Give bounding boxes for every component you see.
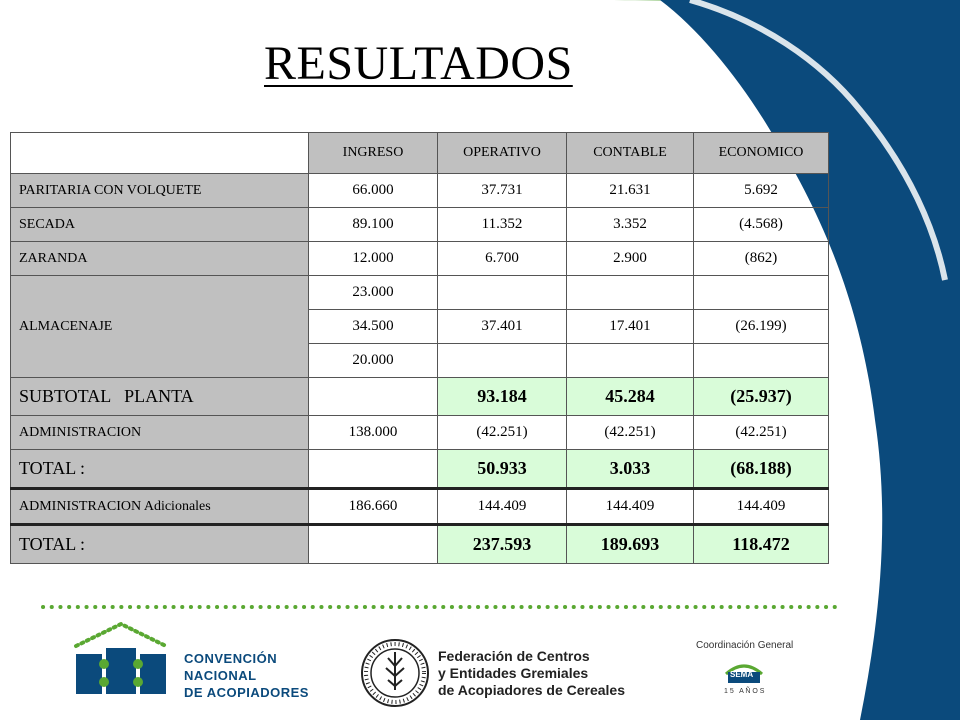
cell-operativo: 50.933	[438, 450, 567, 489]
cell-operativo: 37.731	[438, 174, 567, 208]
dotted-divider	[40, 604, 840, 610]
row-label: TOTAL :	[11, 450, 309, 489]
cell-empty	[438, 344, 567, 378]
cell-ingreso: 66.000	[309, 174, 438, 208]
header-operativo: OPERATIVO	[438, 133, 567, 174]
sema-brand-text: SEMA	[730, 670, 754, 679]
table-row-zaranda	[11, 242, 829, 276]
cell-operativo: 6.700	[438, 242, 567, 276]
page-title: RESULTADOS	[264, 37, 573, 90]
header-empty	[11, 133, 309, 174]
cell-economico: (25.937)	[694, 378, 829, 416]
row-label: ADMINISTRACION	[11, 416, 309, 450]
cell-operativo: 37.401	[438, 310, 567, 344]
cell-economico: (4.568)	[694, 208, 829, 242]
row-label: SECADA	[11, 208, 309, 242]
cell-ingreso: 12.000	[309, 242, 438, 276]
cell-empty	[309, 378, 438, 416]
federation-seal-icon	[360, 638, 430, 708]
cell-economico: (68.188)	[694, 450, 829, 489]
cell-empty	[309, 450, 438, 489]
logo2-line2: y Entidades Gremiales	[438, 665, 589, 681]
cell-contable: 21.631	[567, 174, 694, 208]
row-label: PARITARIA CON VOLQUETE	[11, 174, 309, 208]
cell-ingreso: 20.000	[309, 344, 438, 378]
cell-economico: 144.409	[694, 489, 829, 525]
logo1-line1: CONVENCIÓN	[184, 651, 278, 666]
cell-ingreso: 138.000	[309, 416, 438, 450]
coordination-caption: Coordinación General	[696, 640, 794, 651]
cell-empty	[567, 344, 694, 378]
cell-operativo: 93.184	[438, 378, 567, 416]
table-row-adm-adicionales	[11, 489, 829, 525]
cell-economico: (26.199)	[694, 310, 829, 344]
table-row-subtotal	[11, 378, 829, 416]
cell-economico: 118.472	[694, 525, 829, 564]
cell-ingreso: 34.500	[309, 310, 438, 344]
cell-contable: 189.693	[567, 525, 694, 564]
logo1-line3: DE ACOPIADORES	[184, 685, 309, 700]
cell-ingreso: 186.660	[309, 489, 438, 525]
cell-ingreso: 23.000	[309, 276, 438, 310]
logo-convencion	[66, 616, 316, 706]
cell-empty	[694, 276, 829, 310]
logo1-line2: NACIONAL	[184, 668, 257, 683]
header-economico: ECONOMICO	[694, 133, 829, 174]
table-row-administracion	[11, 416, 829, 450]
cell-contable: 3.033	[567, 450, 694, 489]
cell-contable: 3.352	[567, 208, 694, 242]
cell-contable: 17.401	[567, 310, 694, 344]
cell-operativo: 237.593	[438, 525, 567, 564]
logo-federacion	[360, 638, 640, 710]
logo2-line3: de Acopiadores de Cereales	[438, 682, 626, 698]
cell-empty	[567, 276, 694, 310]
results-table	[10, 132, 829, 564]
cell-ingreso: 89.100	[309, 208, 438, 242]
row-label: ALMACENAJE	[11, 276, 309, 378]
cell-economico: (42.251)	[694, 416, 829, 450]
cell-economico: (862)	[694, 242, 829, 276]
cell-empty	[309, 525, 438, 564]
logo2-line1: Federación de Centros	[438, 648, 590, 664]
table-row-almacenaje-1	[11, 276, 829, 310]
cell-economico: 5.692	[694, 174, 829, 208]
table-row-total-final	[11, 525, 829, 564]
cell-operativo: 144.409	[438, 489, 567, 525]
row-label: ADMINISTRACION Adicionales	[11, 489, 309, 525]
cell-contable: 144.409	[567, 489, 694, 525]
table-header-row	[11, 133, 829, 174]
cell-contable: (42.251)	[567, 416, 694, 450]
header-contable: CONTABLE	[567, 133, 694, 174]
row-label: TOTAL :	[11, 525, 309, 564]
table-row-secada	[11, 208, 829, 242]
row-label: SUBTOTAL PLANTA	[11, 378, 309, 416]
cell-operativo: (42.251)	[438, 416, 567, 450]
table-row-total	[11, 450, 829, 489]
logo-sema	[688, 640, 818, 710]
cell-contable: 45.284	[567, 378, 694, 416]
cell-empty	[438, 276, 567, 310]
cell-operativo: 11.352	[438, 208, 567, 242]
cell-empty	[694, 344, 829, 378]
cell-contable: 2.900	[567, 242, 694, 276]
row-label: ZARANDA	[11, 242, 309, 276]
silo-icon	[66, 616, 176, 706]
table-row-paritaria	[11, 174, 829, 208]
header-ingreso: INGRESO	[309, 133, 438, 174]
sema-years: 1 5 A Ñ O S	[724, 688, 765, 695]
